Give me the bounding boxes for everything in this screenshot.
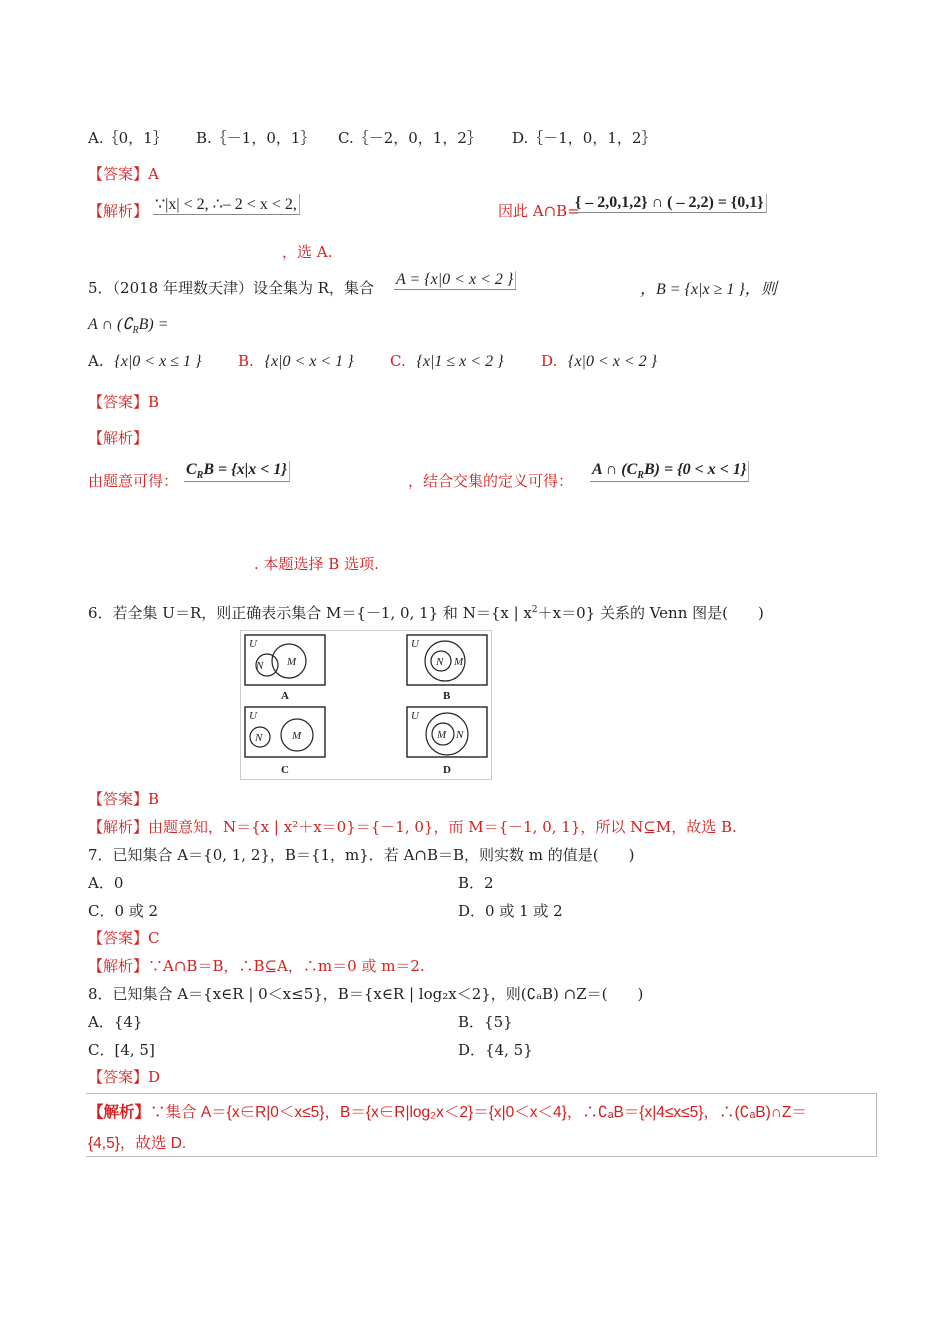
q7-analysis <box>88 955 425 976</box>
q8-option-d: D．{4, 5} <box>458 1041 533 1059</box>
venn-c-u-label: U <box>249 710 257 722</box>
q7-option-b: B．2 <box>458 874 494 892</box>
answer-tag: 【答案】 <box>88 929 149 947</box>
q4-conclusion: ，选 A. <box>282 243 333 261</box>
q4-answer <box>88 163 159 184</box>
answer-value: D <box>148 1068 161 1086</box>
venn-a-u-label: U <box>249 638 257 650</box>
q4-analysis-prefix: 因此 A∩B= <box>498 202 580 220</box>
answer-value: B <box>148 393 160 411</box>
q5-expression <box>88 314 169 336</box>
q7-option-c: C．0 或 2 <box>88 902 159 920</box>
stem-head: 6．若全集 U＝R，则正确表示集合 M＝{－1, 0, 1} 和 N＝{x | x <box>88 604 532 622</box>
q5-analysis-tag: 【解析】 <box>88 429 149 447</box>
analysis-tag: 【解析】 <box>88 1102 151 1121</box>
f2-tail: B) = {0 < x < 1} <box>643 461 747 478</box>
q4-analysis-tag: 【解析】 <box>88 202 149 220</box>
q4-option-b: B.｛－1，0，1｝ <box>196 129 316 147</box>
opt-label: C. <box>390 352 406 370</box>
answer-tag: 【答案】 <box>88 393 149 411</box>
f1-sub: R <box>196 470 204 482</box>
venn-d-u-label: U <box>411 710 419 722</box>
q6-stem <box>88 602 764 623</box>
q4-option-a: A.｛0，1｝ <box>88 129 168 147</box>
q8-option-c: C．[4, 5] <box>88 1041 155 1059</box>
q7-stem: 7．已知集合 A＝{0, 1, 2}，B＝{1，m}．若 A∩B＝B，则实数 m 的值是( ) <box>88 846 635 864</box>
venn-figure <box>240 630 492 780</box>
venn-b-caption: B <box>443 690 451 702</box>
q6-analysis <box>88 816 737 837</box>
q7-answer <box>88 927 160 948</box>
venn-c-caption: C <box>281 764 289 776</box>
q5-derive-prefix: 由题意可得： <box>88 472 179 490</box>
answer-tag: 【答案】 <box>88 790 149 808</box>
analysis-tag: 【解析】 <box>88 818 149 836</box>
q5-option-d <box>541 352 657 371</box>
stem-tail: ＋x＝0} 关系的 Venn 图是( ) <box>537 604 764 622</box>
expr-tail: B) = <box>138 316 169 333</box>
answer-value: A <box>148 165 159 183</box>
q5-option-a <box>88 352 201 371</box>
opt-label: A. <box>88 352 104 370</box>
q8-analysis-line-1 <box>88 1100 807 1122</box>
venn-b-n-label: N <box>436 656 444 668</box>
q5-option-b <box>238 352 354 371</box>
q5-option-c <box>390 352 503 371</box>
venn-b-universe <box>407 635 487 685</box>
venn-d-n-label: N <box>456 729 464 741</box>
q5-formula-2 <box>590 461 749 482</box>
opt-value: {x|0 < x < 1 } <box>264 353 354 370</box>
stem-sup: 2 <box>531 605 538 615</box>
q7-option-a: A．0 <box>88 874 124 892</box>
q5-answer <box>88 391 159 412</box>
venn-d-m-label: M <box>437 729 447 741</box>
q4-option-d: D.｛－1，0，1，2｝ <box>512 129 657 147</box>
venn-svg <box>241 631 491 779</box>
answer-value: C <box>148 929 160 947</box>
analysis-text: 由题意知，N＝{x | x²＋x＝0}＝{－1, 0}，而 M＝{－1, 0, 1}，所以 N⊆M，故选 B. <box>148 818 737 836</box>
answer-value: B <box>148 790 160 808</box>
answer-tag: 【答案】 <box>88 165 149 183</box>
q7-option-d: D．0 或 1 或 2 <box>458 902 563 920</box>
f2-sub: R <box>637 470 644 482</box>
q4-option-c: C.｛－2，0，1，2｝ <box>338 129 482 147</box>
venn-c-m-label: M <box>292 730 302 742</box>
venn-d-caption: D <box>443 764 451 776</box>
q5-stem: 5．（2018 年理数天津）设全集为 R，集合 <box>88 279 375 297</box>
f1-tail: B = {x|x < 1} <box>203 461 287 478</box>
venn-d-universe <box>407 707 487 757</box>
q4-formula-1: ∵|x| < 2, ∴– 2 < x < 2, <box>153 194 300 215</box>
q5-derive-mid: ，结合交集的定义可得： <box>408 472 574 490</box>
q4-formula-2: { – 2,0,1,2} ∩ ( – 2,2) = {0,1} <box>573 194 767 213</box>
q5-formula-1 <box>184 461 290 482</box>
q5-conclusion: . 本题选择 B 选项. <box>254 555 379 573</box>
f2-head: A ∩ (C <box>592 461 638 478</box>
f1-head: C <box>186 461 197 478</box>
analysis-text: ∵集合 A＝{x∈R|0＜x≤5}，B＝{x∈R|log₂x＜2}＝{x|0＜x＜4}，∴∁ₐB＝{x|4≤x≤5}，∴(∁ₐB)∩Z＝ <box>150 1104 807 1121</box>
opt-value: {x|0 < x ≤ 1 } <box>114 353 202 370</box>
expr-head: A ∩ (∁ <box>88 316 133 333</box>
analysis-text: ∵A∩B＝B，∴B⊆A，∴m＝0 或 m＝2. <box>148 957 425 975</box>
q5-set-a: A = {x|0 < x < 2 } <box>394 271 516 290</box>
venn-b-m-label: M <box>454 656 464 668</box>
opt-label: B. <box>238 352 254 370</box>
q8-analysis-line-2: {4,5}，故选 D. <box>88 1135 187 1152</box>
q8-answer <box>88 1066 160 1087</box>
opt-label: D. <box>541 352 558 370</box>
venn-a-m-label: M <box>287 656 297 668</box>
q6-answer <box>88 788 159 809</box>
opt-value: {x|0 < x < 2 } <box>568 353 658 370</box>
opt-value: {x|1 ≤ x < 2 } <box>416 353 504 370</box>
q8-stem: 8．已知集合 A＝{x∈R | 0＜x≤5}，B＝{x∈R | log₂x＜2}，则(∁ₐB) ∩Z＝( ) <box>88 985 644 1003</box>
q8-option-a: A．{4} <box>88 1013 143 1031</box>
venn-a-n-label: N <box>256 660 264 672</box>
q8-option-b: B．{5} <box>458 1013 513 1031</box>
expr-sub: R <box>132 325 139 337</box>
venn-b-u-label: U <box>411 638 419 650</box>
analysis-tag: 【解析】 <box>88 957 149 975</box>
q5-set-b: ，B = {x|x ≥ 1 }，则 <box>640 281 777 298</box>
venn-c-n-label: N <box>255 732 263 744</box>
venn-a-caption: A <box>281 690 289 702</box>
answer-tag: 【答案】 <box>88 1068 149 1086</box>
